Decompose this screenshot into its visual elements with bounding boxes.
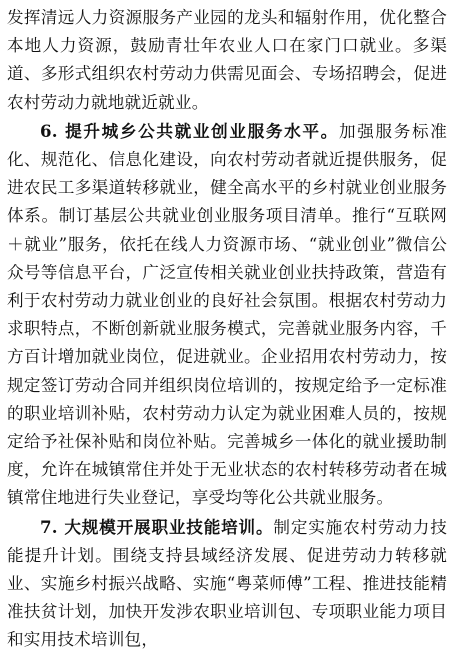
paragraph-6 bbox=[7, 117, 447, 513]
section-7-body: 制定实施农村劳动力技能提升计划。围绕支持县域经济发展、促进劳动力转移就业、实施乡村振兴战略、实施“粤菜师傅”工程、推进技能精准扶贫计划，加快开发涉农职业培训包、专项职业能力项目和实用技术培训包， bbox=[7, 517, 448, 650]
paragraph-1 bbox=[7, 4, 447, 117]
paragraph-7 bbox=[7, 513, 447, 655]
paragraph-1-text: 发挥清远人力资源服务产业园的龙头和辐射作用，优化整合本地人力资源，鼓励青壮年农业人口在家门口就业。多渠道、多形式组织农村劳动力供需见面会、专场招聘会，促进农村劳动力就地就近就业。 bbox=[7, 8, 447, 112]
section-6-body: 加强服务标准化、规范化、信息化建设，向农村劳动者就近提供服务，促进农民工多渠道转移就业，健全高水平的乡村就业创业服务体系。制订基层公共就业创业服务项目清单。推行“互联网＋就业”服务，依托在线人力资源市场、“就业创业”微信公众号等信息平台，广泛宣传相关就业创业扶持政策，营造有利于农村劳动力就业创业的良好社会氛围。根据农村劳动力求职特点，不断创新就业服务模式，完善就业服务内容，千方百计增加就业岗位，促进就业。企业招用农村劳动力，按规定签订劳动合同并组织岗位培训的，按规定给予一定标准的职业培训补贴，农村劳动力认定为就业困难人员的，按规定给予社保补贴和岗位补贴。完善城乡一体化的就业援助制度，允许在城镇常住并处于无业状态的农村转移劳动者在城镇常住地进行失业登记，享受均等化公共就业服务。 bbox=[7, 121, 448, 508]
section-7-heading: 7. 大规模开展职业技能培训。 bbox=[40, 516, 274, 537]
document-page bbox=[7, 4, 447, 655]
section-6-heading: 6. 提升城乡公共就业创业服务水平。 bbox=[40, 120, 339, 141]
